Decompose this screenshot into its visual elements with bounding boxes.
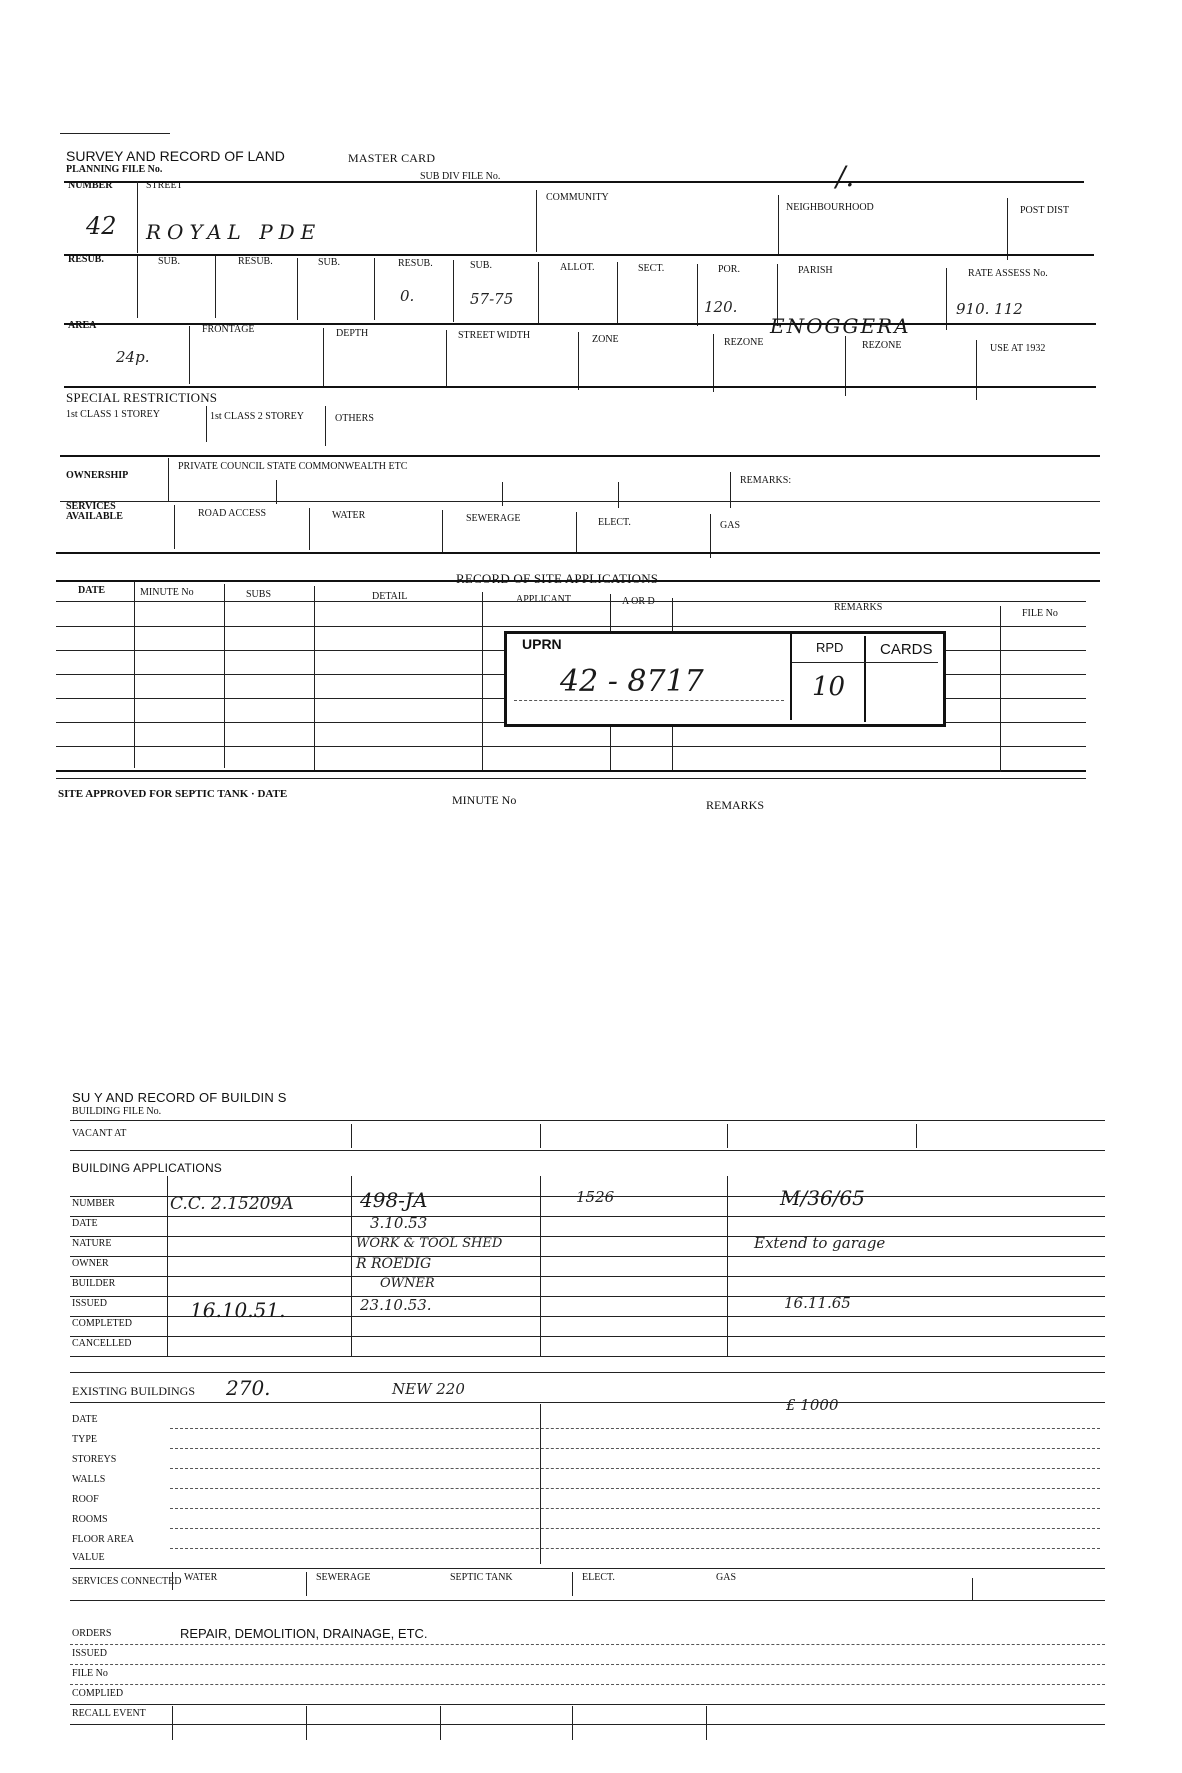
svc-septic: SEPTIC TANK [450, 1572, 513, 1583]
planning-file-label: PLANNING FILE No. [66, 164, 163, 175]
services-label: SERVICES AVAILABLE [66, 501, 123, 522]
zone-label: ZONE [592, 334, 619, 345]
row-builder: BUILDER [72, 1278, 116, 1289]
cards-label: CARDS [880, 641, 933, 658]
ownership-label: OWNERSHIP [66, 470, 129, 481]
hw-sub: 0. [400, 287, 415, 305]
uprn-label: UPRN [522, 636, 562, 652]
order-row-complied: COMPLIED [72, 1688, 124, 1699]
hw-sub2: 57-75 [470, 290, 514, 308]
rpd-label: RPD [816, 640, 844, 655]
building-apps-label: BUILDING APPLICATIONS [72, 1161, 223, 1175]
class2-label: 1st CLASS 2 STOREY [210, 411, 305, 422]
parish-label: PARISH [798, 265, 833, 276]
orders-label: ORDERS [72, 1628, 112, 1639]
col-file: FILE No [1022, 608, 1058, 619]
hw-number: 42 [86, 212, 117, 240]
building-card-title: SU Y AND RECORD OF BUILDIN S [72, 1090, 287, 1105]
hw-rate: 910. 112 [956, 300, 1023, 318]
road-access-label: ROAD ACCESS [198, 508, 267, 519]
svc-sewerage: SEWERAGE [316, 1572, 371, 1583]
hw-app-number-3: 1526 [576, 1188, 615, 1206]
water-label: WATER [332, 510, 366, 521]
sect-label: SECT. [638, 263, 665, 274]
ex-row-storeys: STOREYS [72, 1454, 117, 1465]
hw-issued-3: 16.11.65 [784, 1294, 851, 1312]
row-cancelled: CANCELLED [72, 1338, 132, 1349]
hw-app-number-4: M/36/65 [780, 1186, 865, 1210]
order-row-file: FILE No [72, 1668, 108, 1679]
row-issued: ISSUED [72, 1298, 108, 1309]
gas-label: GAS [720, 520, 741, 531]
order-row-recall: RECALL EVENT [72, 1708, 146, 1719]
row-number: NUMBER [72, 1198, 115, 1209]
hw-street: ROYAL PDE [146, 220, 322, 244]
hw-nature-2: Extend to garage [754, 1234, 886, 1252]
hw-por: 120. [704, 298, 738, 316]
street-label: STREET [146, 180, 183, 191]
hw-owner: R ROEDIG [356, 1256, 432, 1272]
col-remarks: REMARKS [834, 602, 883, 613]
svc-water: WATER [184, 1572, 218, 1583]
hw-existing-3: £ 1000 [786, 1396, 839, 1414]
hw-app-date: 3.10.53 [370, 1214, 428, 1232]
area-label: AREA [68, 320, 97, 331]
building-file-label: BUILDING FILE No. [72, 1106, 162, 1117]
row-owner: OWNER [72, 1258, 109, 1269]
allot-label: ALLOT. [560, 262, 595, 273]
ex-row-floor-area: FLOOR AREA [72, 1534, 134, 1545]
ex-row-roof: ROOF [72, 1494, 99, 1505]
svc-gas: GAS [716, 1572, 737, 1583]
rpd-value: 10 [812, 672, 846, 702]
hw-issued-1: 16.10.51. [190, 1298, 286, 1322]
ex-row-walls: WALLS [72, 1474, 106, 1485]
frontage-label: FRONTAGE [202, 324, 255, 335]
class1-label: 1st CLASS 1 STOREY [66, 409, 161, 420]
septic-label: SITE APPROVED FOR SEPTIC TANK · DATE [58, 788, 288, 800]
hw-app-number-2: 498-JA [360, 1188, 428, 1212]
row-completed: COMPLETED [72, 1318, 132, 1329]
hw-builder: OWNER [380, 1276, 435, 1291]
ex-row-date: DATE [72, 1414, 98, 1425]
sub-label-3: SUB. [470, 260, 492, 271]
hw-parish: ENOGGERA [770, 314, 911, 338]
remarks-label-1: REMARKS: [740, 475, 792, 486]
vacant-label: VACANT AT [72, 1128, 127, 1139]
col-date: DATE [78, 585, 106, 596]
hw-issued-2: 23.10.53. [360, 1296, 432, 1314]
col-detail: DETAIL [372, 591, 408, 602]
rate-assess-label: RATE ASSESS No. [968, 268, 1048, 279]
sub-div-file-label: SUB DIV FILE No. [420, 171, 501, 182]
land-card-title: SURVEY AND RECORD OF LAND [66, 148, 285, 164]
row-date: DATE [72, 1218, 98, 1229]
sub-label-2: SUB. [318, 257, 340, 268]
septic-minute: MINUTE No [452, 793, 517, 807]
hw-existing-2: NEW 220 [392, 1380, 465, 1398]
resub-label-2: RESUB. [238, 256, 273, 267]
resub-label-3: RESUB. [398, 258, 433, 269]
post-dist-label: POST DIST [1020, 205, 1069, 216]
resub-label: RESUB. [68, 254, 104, 265]
neighbourhood-label: NEIGHBOURHOOD [786, 202, 874, 213]
ex-row-rooms: ROOMS [72, 1514, 108, 1525]
services-connected-label: SERVICES CONNECTED [72, 1576, 182, 1587]
ownership-types: PRIVATE COUNCIL STATE COMMONWEALTH ETC [178, 461, 408, 472]
hw-app-number-1: C.C. 2.15209A [170, 1194, 294, 1214]
ex-row-value: VALUE [72, 1552, 105, 1563]
street-width-label: STREET WIDTH [458, 330, 531, 341]
hw-existing-1: 270. [226, 1376, 271, 1400]
depth-label: DEPTH [336, 328, 369, 339]
order-row-issued: ISSUED [72, 1648, 108, 1659]
master-card-label: MASTER CARD [348, 151, 436, 165]
septic-remarks: REMARKS [706, 798, 765, 812]
number-label: NUMBER [68, 180, 113, 191]
others-label: OTHERS [335, 413, 374, 424]
existing-label: EXISTING BUILDINGS [72, 1384, 195, 1398]
rezone-label-2: REZONE [862, 340, 902, 351]
rezone-label-1: REZONE [724, 337, 764, 348]
hw-area: 24p. [116, 348, 150, 366]
row-nature: NATURE [72, 1238, 112, 1249]
site-apps-title: RECORD OF SITE APPLICATIONS [456, 571, 659, 586]
svc-elect: ELECT. [582, 1572, 615, 1583]
col-applicant: APPLICANT [516, 594, 572, 605]
community-label: COMMUNITY [546, 192, 609, 203]
uprn-value: 42 - 8717 [560, 664, 704, 699]
sewerage-label: SEWERAGE [466, 513, 521, 524]
col-subs: SUBS [246, 589, 272, 600]
por-label: POR. [718, 264, 740, 275]
elect-label: ELECT. [598, 517, 631, 528]
special-restrictions-label: SPECIAL RESTRICTIONS [66, 390, 218, 405]
hw-nature-1: WORK & TOOL SHED [356, 1236, 503, 1251]
use-at-label: USE AT 1932 [990, 343, 1046, 354]
ex-row-type: TYPE [72, 1434, 97, 1445]
sub-label-1: SUB. [158, 256, 180, 267]
orders-text: REPAIR, DEMOLITION, DRAINAGE, ETC. [180, 1626, 428, 1641]
col-minute: MINUTE No [140, 587, 194, 598]
check-mark: /. [836, 160, 855, 193]
col-a-or-d: A OR D [622, 596, 655, 607]
